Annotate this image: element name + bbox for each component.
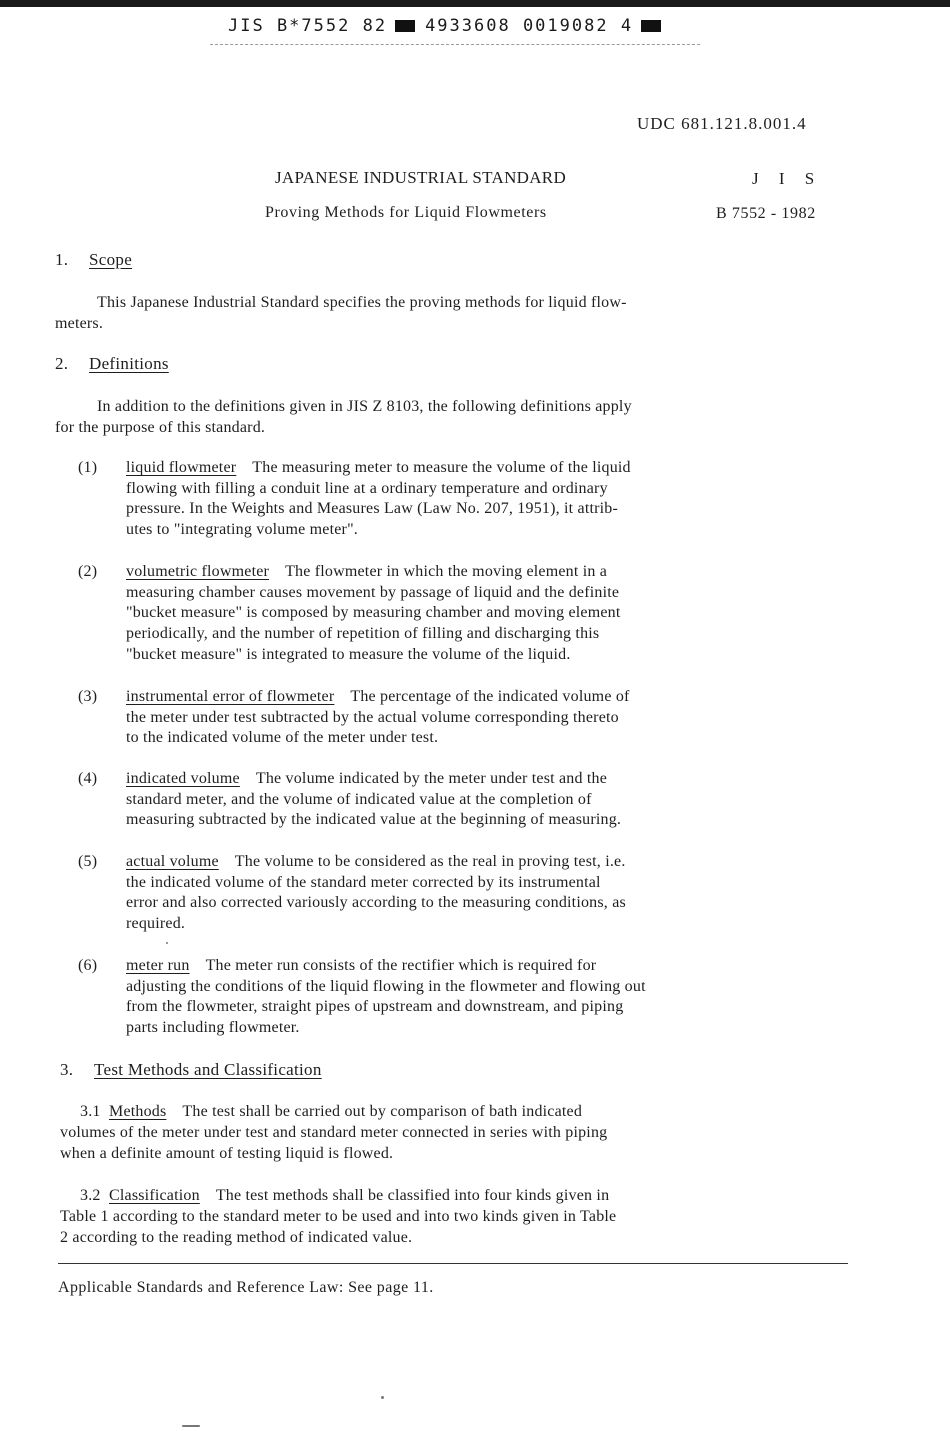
- paragraph-line: volumes of the meter under test and standard meter connected in series with piping: [60, 1124, 608, 1141]
- subsection-classification: [60, 1185, 616, 1248]
- section-number: 3.: [60, 1060, 74, 1079]
- definition-term: instrumental error of flowmeter: [126, 688, 335, 705]
- scan-top-border: [0, 0, 950, 7]
- paragraph-line: Table 1 according to the standard meter to be used and into two kinds given in Table: [60, 1208, 617, 1225]
- scan-speck: [182, 1425, 200, 1427]
- paragraph-line: standard meter, and the volume of indicated value at the completion of: [126, 790, 592, 808]
- section-number: 1.: [55, 250, 69, 269]
- control-code-part-b: 4933608 0019082 4: [425, 16, 634, 36]
- document-control-code: [228, 16, 698, 36]
- paragraph-line: measuring chamber causes movement by passage of liquid and the definite: [126, 583, 620, 601]
- paragraph-line: pressure. In the Weights and Measures Law (Law No. 207, 1951), it attrib-: [126, 500, 619, 518]
- paragraph-line: This Japanese Industrial Standard specifies the proving methods for liquid flow-: [97, 294, 627, 311]
- item-number: (4): [78, 770, 98, 787]
- paragraph-line: "bucket measure" is composed by measuring chamber and moving element: [126, 604, 621, 622]
- black-block-mark: [395, 20, 415, 32]
- paragraph-line: The volume indicated by the meter under test and the: [255, 770, 608, 787]
- paragraph-line: periodically, and the number of repetition of filling and discharging this: [126, 625, 600, 643]
- paragraph-line: to the indicated volume of the meter under test.: [126, 729, 439, 747]
- paragraph-line: the indicated volume of the standard meter corrected by its instrumental: [126, 873, 601, 891]
- paragraph-line: the meter under test subtracted by the actual volume corresponding thereto: [126, 708, 619, 726]
- paragraph-line: parts including flowmeter.: [126, 1019, 300, 1037]
- definition-term: actual volume: [126, 853, 219, 870]
- scan-speck: [166, 942, 168, 944]
- item-number: (6): [78, 957, 98, 974]
- item-number: (3): [78, 688, 98, 705]
- paragraph-line: error and also corrected variously according to the measuring conditions, as: [126, 894, 626, 912]
- paragraph-line: "bucket measure" is integrated to measure the volume of the liquid.: [126, 645, 571, 663]
- paragraph-line: from the flowmeter, straight pipes of upstream and downstream, and piping: [126, 998, 624, 1016]
- jis-number: B 7552 - 1982: [716, 205, 816, 222]
- paragraph-line: The volume to be considered as the real in proving test, i.e.: [234, 853, 626, 870]
- paragraph-line: The meter run consists of the rectifier which is required for: [205, 957, 597, 974]
- subsection-number: 3.2: [80, 1187, 101, 1204]
- footnote-rule: [58, 1263, 848, 1264]
- definition-term: liquid flowmeter: [126, 459, 237, 476]
- header-rule: [210, 44, 700, 45]
- footnote-reference: Applicable Standards and Reference Law: See page 11.: [58, 1279, 434, 1296]
- section-heading-test-methods: [60, 1060, 322, 1080]
- paragraph-line: The flowmeter in which the moving element in a: [285, 563, 608, 580]
- definition-term: meter run: [126, 957, 190, 974]
- section-heading-definitions: [55, 354, 169, 374]
- section-title: Test Methods and Classification: [94, 1060, 322, 1079]
- paragraph-line: The test methods shall be classified into four kinds given in: [215, 1187, 610, 1204]
- black-block-mark: [641, 20, 661, 32]
- paragraph-line: adjusting the conditions of the liquid flowing in the flowmeter and flowing out: [126, 977, 646, 995]
- paragraph-line: measuring subtracted by the indicated value at the beginning of measuring.: [126, 811, 622, 829]
- control-code-part-a: JIS B*7552 82: [228, 16, 388, 36]
- section-number: 2.: [55, 354, 69, 373]
- item-number: (2): [78, 563, 98, 580]
- subsection-methods: [60, 1101, 607, 1164]
- scope-paragraph: [55, 292, 627, 334]
- scan-speck: [381, 1396, 384, 1399]
- paragraph-line: utes to "integrating volume meter".: [126, 521, 359, 539]
- standard-title: JAPANESE INDUSTRIAL STANDARD: [275, 168, 567, 187]
- subsection-term: Methods: [109, 1103, 167, 1120]
- section-title: Scope: [89, 250, 133, 269]
- jis-label: J I S: [752, 169, 823, 188]
- paragraph-line: when a definite amount of testing liquid is flowed.: [60, 1145, 394, 1162]
- paragraph-line: The measuring meter to measure the volume of the liquid: [252, 459, 631, 476]
- paragraph-line: The percentage of the indicated volume of: [350, 688, 630, 705]
- definition-term: volumetric flowmeter: [126, 563, 270, 580]
- definitions-intro: [55, 396, 632, 438]
- paragraph-line: 2 according to the reading method of indicated value.: [60, 1229, 413, 1246]
- paragraph-line: meters.: [55, 315, 104, 332]
- paragraph-line: In addition to the definitions given in JIS Z 8103, the following definitions apply: [97, 398, 632, 415]
- standard-subtitle: Proving Methods for Liquid Flowmeters: [265, 204, 547, 221]
- subsection-number: 3.1: [80, 1103, 101, 1120]
- item-number: (1): [78, 459, 98, 476]
- paragraph-line: The test shall be carried out by comparison of bath indicated: [182, 1103, 583, 1120]
- section-heading-scope: [55, 250, 132, 270]
- item-number: (5): [78, 853, 98, 870]
- subsection-term: Classification: [109, 1187, 200, 1204]
- paragraph-line: required.: [126, 915, 186, 933]
- section-title: Definitions: [89, 354, 169, 373]
- udc-number: UDC 681.121.8.001.4: [637, 114, 807, 133]
- paragraph-line: flowing with filling a conduit line at a ordinary temperature and ordinary: [126, 479, 608, 497]
- paragraph-line: for the purpose of this standard.: [55, 419, 266, 436]
- definition-term: indicated volume: [126, 770, 240, 787]
